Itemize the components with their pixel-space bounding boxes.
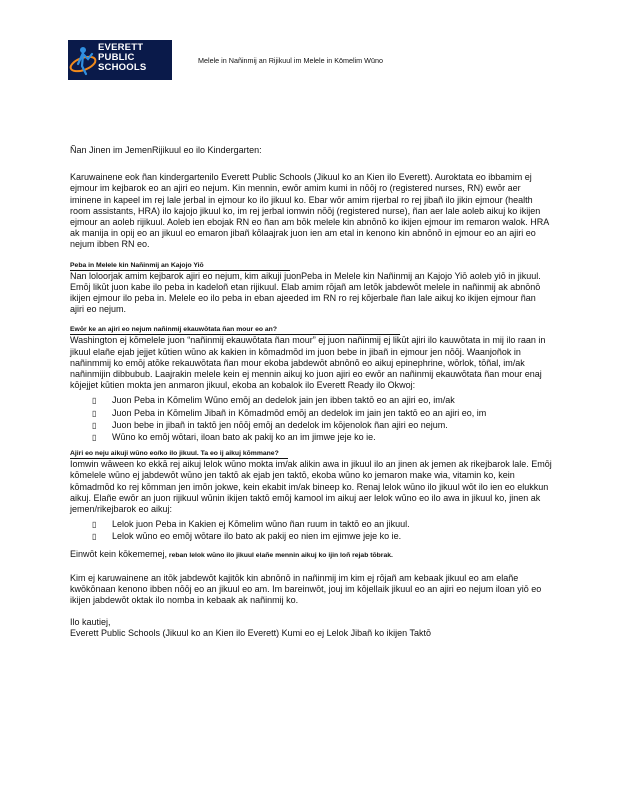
closing-paragraph: Kim ej karuwainene an itōk jabdewōt kajitōk kin abnōnō in nañinmij im kim ej rōjañ am kebaak jikuul eo am elañe kwōkōnaan kenono ibben nōōj eo an jikuul eo am. Im bareinwōt, jouj im kōjellaik jikuul eo an ajiri eo nejum iloan yiō eo ikijen jabdewōt oktak ilo nomba in kebaak ak nañinmij ko.	[70, 572, 542, 606]
section-heading-text: Peba in Melele kin Nañinmij an Kajojo Yiō	[70, 261, 290, 271]
reminder-note	[70, 549, 552, 561]
section-heading-medication	[70, 449, 552, 459]
signoff: Ilo kautiej,	[70, 616, 111, 627]
intro-paragraph: Karuwainene eok ñan kindergartenilo Everett Public Schools (Jikuul ko an Kien ilo Everett). Auroktata eo ibbamim ej ejmour im kejbarok eo an ajiri eo nejum. Kin mennin, ewōr amim kumi in nōōj ro (registered nurses, RN) ewōr aer iminene in kapeel im rej lale jerbal in ejmour ko ilo jikuul ko. Ebar wōr amim rijerbal ro rej jibañ ilo jikin ejmour (health room assistants, HRA) ilo kajojo jikuul ko, im rej jerbal iomwin nōōj (registered nurse), ñan aer lale aoleb aikuj ko ikijen ejmour an aoleb rijikuul. Aoleb ien ebojak RN eo ñan am bōk melele kin abnōnō ko ikijen ejmour im remaron walok. HRA ak manija in opij eo an jikuul eo emaron jibañ kōlaajrak juon ien am etal in kenono kin abnōnō in ejmour eo an ajiri eo nejum ibben RN eo.	[70, 172, 549, 250]
list-item: ▯ Juon Peba in Kōmelim Wūno emōj an dedelok jain jen ibben taktō eo an ajiri eo, im/ak	[92, 395, 552, 406]
logo-text-line-1: EVERETT	[98, 42, 144, 53]
medication-paragraph: Iomwin wāween ko ekkā rej aikuj lelok wūno mokta im/ak alikin awa in jikuul ilo an jinen ak jemen ak rikejbarok lale. Emōj kōmelele wūno ej jabdewōt wūno jen taktō ak ejab jen taktō, ekoba wūno ko jemaron make wia, vitamin ko, kein kōmadmōd ko rej kōmman jen imōn jokwe, kein ekabit im/ak bineep ko. Renaj lelok wūno ilo jikuul wōt ilo ien eo elukkun aikuj. Elañe ewōr an juon rijikuul wūnin ikijen taktō emōj kamool im aikuj aer lelok wūno eo ilo awa in jikuul ko, jinen ak jemen/rikejbarok eo aikuj:	[70, 459, 552, 515]
section-heading-text: Ewōr ke an ajiri eo nejum nañinmij ekauwōtata ñan mour eo an?	[70, 325, 400, 335]
list-item: ▯ Lelok wūno eo emōj wōtare ilo bato ak pakij eo nien im ejimwe jeje ko ie.	[92, 531, 552, 542]
greeting: Ñan Jinen im JemenRijikuul eo ilo Kindergarten:	[70, 145, 262, 155]
signature: Everett Public Schools (Jikuul ko an Kien ilo Everett) Kumi eo ej Lelok Jibañ ko ikijen Taktō	[70, 627, 432, 638]
reminder-note-bold: reban lelok wūno ilo jikuul elañe mennin aikuj ko ijin loñ rejab tōbrak.	[167, 551, 393, 559]
medication-steps-list	[70, 519, 552, 542]
section-heading-text: Ajiri eo neju aikuji wūno eo/ko ilo jikuul. Ta eo ij aikuj kōmmane?	[70, 449, 288, 459]
page-header-title: Melele in Nañinmij an Rijikuul im Melele in Kōmelim Wūno	[198, 56, 383, 65]
section-heading-health-form	[70, 261, 552, 271]
health-form-paragraph: Nan loloorjak amim kejbarok ajiri eo nejum, kim aikuji juonPeba in Melele kin Nañinmij an Kajojo Yiō aoleb yiō in jikuul. Emōj likūt juon kabe ilo peba in kadeloñ etan rijikuul. Elab amim rōjañ am letōk jabdewōt melele in nañinmij ak abnōnō ikijen ejmour ilo peba in. Melele eo ilo peba in eban ajeeded im RN ro rej kōjerbale ñan lale aikuj ko ikijen ejmour ñan ajiri eo nejum.	[70, 270, 541, 315]
life-threatening-paragraph: Washington ej kōmelele juon “nañinmij ekauwōtata ñan mour” ej juon nañinmij ej likūt ajiri ilo kauwōtata in mij ilo raan in jikuul elañe ejab jejjet kūtien wūno ak kakien in kōmadmōd im juon bebe in jibañ in ejmour jen nōōj. Waanjoñok in nañinmmij ko emōj atōke rekauwōtata ñan mour ekoba jabdewōt abnōnō eo aikuj epinephrine, wōrlok, tōñal, im/ak nañinmijin dibbubub. Laajrakin melele kein ej mennin aikuj ko juon ajiri eo ewōr an nañinmij ekauwōtata ñan mour enaj kōjejjet kūtien mokta jen anmaron jikuul, ekoba an kobalok ilo Everett Ready ilo Okwoj:	[70, 335, 546, 391]
reminder-note-plain: Einwōt kein kōkememej,	[70, 548, 168, 559]
logo-text-line-2: PUBLIC	[98, 52, 135, 63]
list-item: ▯ Wūno ko emōj wōtari, iloan bato ak pakij ko an im jimwe jeje ko ie.	[92, 432, 552, 443]
letter-body	[70, 145, 552, 639]
section-heading-life-threatening	[70, 325, 552, 335]
list-item: ▯ Lelok juon Peba in Kakien ej Kōmelim wūno ñan ruum in taktō eo an jikuul.	[92, 519, 552, 530]
district-logo	[68, 40, 172, 80]
requirements-list	[70, 395, 552, 443]
logo-text-line-3: SCHOOLS	[98, 62, 147, 73]
list-item: ▯ Juon bebe in jibañ in taktō jen nōōj emōj an dedelok im kōjenolok ñan ajiri eo nejum.	[92, 420, 552, 431]
list-item: ▯ Juon Peba in Kōmelim Jibañ in Kōmadmōd emōj an dedelok im jain jen taktō eo an ajiri eo, im	[92, 408, 552, 419]
